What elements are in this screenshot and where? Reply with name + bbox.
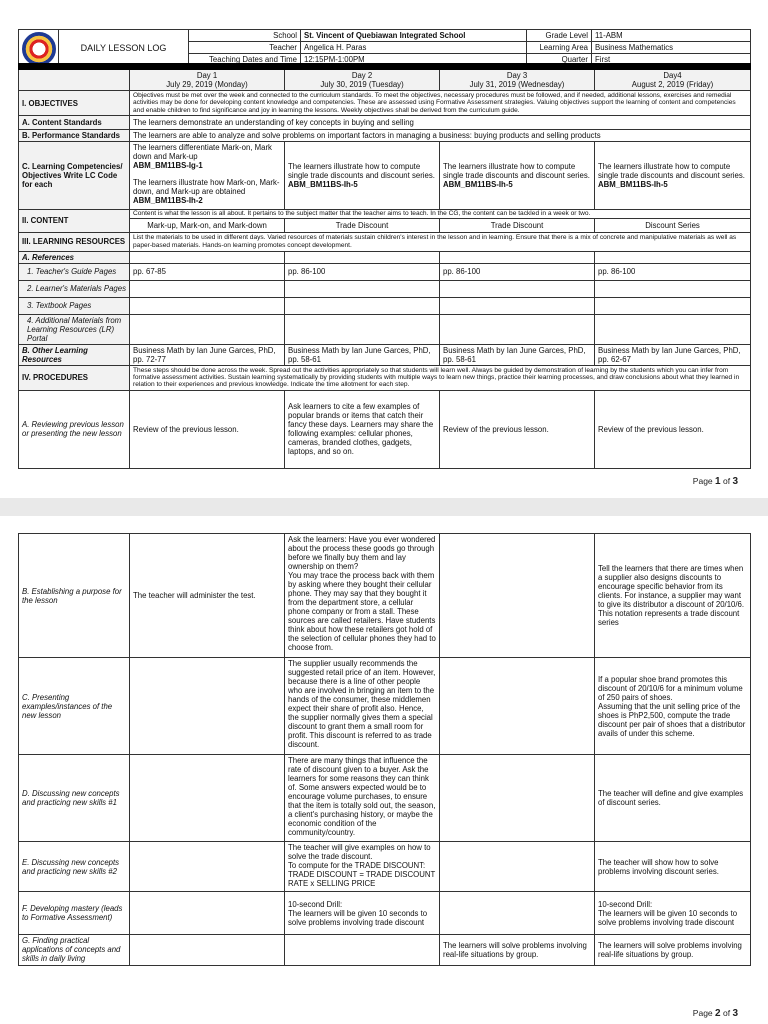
lr-portal-day-1 — [130, 314, 285, 344]
learners-materials-label: 2. Learner's Materials Pages — [19, 280, 130, 297]
review-day-4: Review of the previous lesson. — [595, 390, 751, 468]
textbook-pages-day-1 — [130, 297, 285, 314]
dates-value: 12:15PM-1:00PM — [301, 54, 527, 66]
day-1-header: Day 1 July 29, 2019 (Monday) — [130, 70, 285, 91]
content-standards-label: A. Content Standards — [19, 116, 130, 130]
page-2 — [0, 516, 768, 1024]
discuss-2-label: E. Discussing new concepts and practicing new skills #2 — [19, 842, 130, 892]
other-resources-day-4: Business Math by Ian June Garces, PhD, pp. 62-67 — [595, 344, 751, 365]
references-day-3 — [440, 251, 595, 263]
page-footer-1: Page 1 of 3 — [692, 476, 738, 487]
day-header-blank — [19, 70, 130, 91]
logo-cell — [19, 30, 59, 68]
mastery-day-3 — [440, 892, 595, 935]
references-day-1 — [130, 251, 285, 263]
teachers-guide-day-3: pp. 86-100 — [440, 263, 595, 280]
objectives-label: I. OBJECTIVES — [19, 91, 130, 116]
practical-day-4: The learners will solve problems involving real-life situations by group. — [595, 935, 751, 966]
discuss-1-label: D. Discussing new concepts and practicing new skills #1 — [19, 755, 130, 842]
mastery-day-4: 10-second Drill: The learners will be given 10 seconds to solve problems involving trade discount — [595, 892, 751, 935]
purpose-day-2: Ask the learners: Have you ever wondered about the process these goods go through before we finally buy them and lay ownership on them? You may trace the process back with them by asking where they bought their cellular phone. They may say that they bought it from the department store, a cellular phone company or from a stall. These sources are called retailers. Have students think about how these retailers got hold of the selection of cellular phones they had to choose from. — [285, 534, 440, 658]
doc-title: DAILY LESSON LOG — [59, 30, 189, 68]
page-footer-2: Page 2 of 3 — [692, 1008, 738, 1019]
lr-portal-day-2 — [285, 314, 440, 344]
examples-day-4: If a popular shoe brand promotes this discount of 20/10/6 for a minimum volume of 250 pairs of shoes. Assuming that the unit selling price of the shoes is PhP2,500, compute the trade discount per pair of shoes that a distributor avails of under this scheme. — [595, 658, 751, 755]
mastery-day-1 — [130, 892, 285, 935]
objectives-note: Objectives must be met over the week and connected to the curriculum standards. To meet the objectives, necessary procedures must be followed, and if needed, additional lessons, exercises and remedial activities may be done for developing content knowledge and competencies. These are assessed using Formative Assessment strategies. Valuing objectives support the learning of content and competencies and enable children to find significance and joy in learning the lessons. Weekly objectives shall be derived from the curriculum guide. — [130, 91, 751, 116]
purpose-day-1: The teacher will administer the test. — [130, 534, 285, 658]
discuss-1-day-4: The teacher will define and give examples of discount series. — [595, 755, 751, 842]
learners-materials-day-3 — [440, 280, 595, 297]
grade-value: 11-ABM — [592, 30, 751, 42]
practical-day-1 — [130, 935, 285, 966]
discuss-1-day-3 — [440, 755, 595, 842]
resources-label: III. LEARNING RESOURCES — [19, 232, 130, 251]
examples-day-2: The supplier usually recommends the suggested retail price of an item. However, because there is a line of other people who are involved in bringing an item to the hands of the consumer, these middlemen expect their share of profit also. Hence, the supplier normally gives them a special discount to grant them a small room for profit. This discount is referred to as trade discount. — [285, 658, 440, 755]
other-resources-label: B. Other Learning Resources — [19, 344, 130, 365]
other-resources-day-1: Business Math by Ian June Garces, PhD, pp. 72-77 — [130, 344, 285, 365]
lesson-table-p2 — [18, 533, 751, 966]
lr-portal-day-3 — [440, 314, 595, 344]
content-standards-text: The learners demonstrate an understanding of key concepts in buying and selling — [130, 116, 751, 130]
content-label: II. CONTENT — [19, 210, 130, 232]
area-label: Learning Area — [527, 42, 592, 54]
teachers-guide-day-2: pp. 86-100 — [285, 263, 440, 280]
references-day-4 — [595, 251, 751, 263]
discuss-2-day-2: The teacher will give examples on how to solve the trade discount. To compute for the TRADE DISCOUNT: TRADE DISCOUNT = TRADE DISCOUNT RATE x SELLING PRICE — [285, 842, 440, 892]
performance-standards-label: B. Performance Standards — [19, 130, 130, 142]
content-day-2: Trade Discount — [285, 218, 440, 232]
day-3-header: Day 3 July 31, 2019 (Wednesday) — [440, 70, 595, 91]
mastery-day-2: 10-second Drill: The learners will be given 10 seconds to solve problems involving trade discount — [285, 892, 440, 935]
references-day-2 — [285, 251, 440, 263]
grade-label: Grade Level — [527, 30, 592, 42]
discuss-2-day-1 — [130, 842, 285, 892]
purpose-day-4: Tell the learners that there are times when a supplier also designs discounts to encourage specific behavior from its clients. For instance, a supplier may want to give its distributor a discount of 20/10/6. This notation represents a trade discount series — [595, 534, 751, 658]
lesson-table-p1 — [18, 63, 751, 469]
discuss-2-day-4: The teacher will show how to solve problems involving discount series. — [595, 842, 751, 892]
examples-day-3 — [440, 658, 595, 755]
deped-seal-icon — [22, 32, 56, 66]
teachers-guide-day-1: pp. 67-85 — [130, 263, 285, 280]
review-day-3: Review of the previous lesson. — [440, 390, 595, 468]
school-value: St. Vincent of Quebiawan Integrated School — [301, 30, 527, 42]
practical-label: G. Finding practical applications of concepts and skills in daily living — [19, 935, 130, 966]
competencies-label: C. Learning Competencies/ Objectives Write LC Code for each — [19, 142, 130, 210]
competencies-day-4: The learners illustrate how to compute single trade discounts and discount series. ABM_BM11BS-Ih-5 — [595, 142, 751, 210]
lr-portal-day-4 — [595, 314, 751, 344]
mastery-label: F. Developing mastery (leads to Formative Assessment) — [19, 892, 130, 935]
textbook-pages-day-2 — [285, 297, 440, 314]
resources-note: List the materials to be used in different days. Varied resources of materials sustain children's interest in the lesson and in learning. Ensure that there is a mix of concrete and manipulative materials as well as paper-based materials. Hands-on learning promotes concept development. — [130, 232, 751, 251]
competencies-day-2: The learners illustrate how to compute single trade discounts and discount series. ABM_BM11BS-Ih-5 — [285, 142, 440, 210]
content-day-4: Discount Series — [595, 218, 751, 232]
practical-day-3: The learners will solve problems involving real-life situations by group. — [440, 935, 595, 966]
review-label: A. Reviewing previous lesson or presenting the new lesson — [19, 390, 130, 468]
other-resources-day-3: Business Math by Ian June Garces, PhD, pp. 58-61 — [440, 344, 595, 365]
content-day-3: Trade Discount — [440, 218, 595, 232]
textbook-pages-day-4 — [595, 297, 751, 314]
references-label: A. References — [19, 251, 130, 263]
content-note: Content is what the lesson is all about. It pertains to the subject matter that the teacher aims to teach. In the CG, the content can be tackled in a week or two. — [130, 210, 751, 218]
procedures-note: These steps should be done across the week. Spread out the activities appropriately so that students will learn well. Always be guided by demonstration of learning by the students which you can infer from formative assessment activities. Sustain learning systematically by providing students with multiple ways to learn new things, practice their learning processes, and draw conclusions about what they learned in relation to their experiences and previous knowledge. Indicate the time allotment for each step. — [130, 365, 751, 390]
page-1 — [0, 0, 768, 498]
learners-materials-day-4 — [595, 280, 751, 297]
teachers-guide-label: 1. Teacher's Guide Pages — [19, 263, 130, 280]
learners-materials-day-2 — [285, 280, 440, 297]
area-value: Business Mathematics — [592, 42, 751, 54]
discuss-2-day-3 — [440, 842, 595, 892]
quarter-label: Quarter — [527, 54, 592, 66]
examples-day-1 — [130, 658, 285, 755]
review-day-1: Review of the previous lesson. — [130, 390, 285, 468]
lr-portal-label: 4. Additional Materials from Learning Resources (LR) Portal — [19, 314, 130, 344]
teacher-label: Teacher — [189, 42, 301, 54]
learners-materials-day-1 — [130, 280, 285, 297]
school-label: School — [189, 30, 301, 42]
competencies-day-1: The learners differentiate Mark-on, Mark down and Mark-up ABM_BM11BS-Ig-1 The learners illustrate how Mark-on, Mark-down, and Mark-up are obtained ABM_BM11BS-Ih-2 — [130, 142, 285, 210]
quarter-value: First — [592, 54, 751, 66]
textbook-pages-day-3 — [440, 297, 595, 314]
teacher-value: Angelica H. Paras — [301, 42, 527, 54]
day-4-header: Day4 August 2, 2019 (Friday) — [595, 70, 751, 91]
discuss-1-day-2: There are many things that influence the rate of discount given to a buyer. Ask the learners for some reasons they can think of. Some answers expected would be to encourage volume purchases, to ensure that the item is totally sold out, the season, a client's purchasing history, or maybe the economic condition of the community/country. — [285, 755, 440, 842]
performance-standards-text: The learners are able to analyze and solve problems on important factors in managing a business: buying products and selling products — [130, 130, 751, 142]
dates-label: Teaching Dates and Time — [189, 54, 301, 66]
other-resources-day-2: Business Math by Ian June Garces, PhD, pp. 58-61 — [285, 344, 440, 365]
purpose-day-3 — [440, 534, 595, 658]
procedures-label: IV. PROCEDURES — [19, 365, 130, 390]
discuss-1-day-1 — [130, 755, 285, 842]
day-2-header: Day 2 July 30, 2019 (Tuesday) — [285, 70, 440, 91]
review-day-2: Ask learners to cite a few examples of popular brands or items that catch their fancy these days. Learners may share the following examples: cellular phones, cameras, branded clothes, gadgets, laptops, and so on. — [285, 390, 440, 468]
practical-day-2 — [285, 935, 440, 966]
content-day-1: Mark-up, Mark-on, and Mark-down — [130, 218, 285, 232]
purpose-label: B. Establishing a purpose for the lesson — [19, 534, 130, 658]
teachers-guide-day-4: pp. 86-100 — [595, 263, 751, 280]
textbook-pages-label: 3. Textbook Pages — [19, 297, 130, 314]
examples-label: C. Presenting examples/instances of the new lesson — [19, 658, 130, 755]
competencies-day-3: The learners illustrate how to compute single trade discounts and discount series. ABM_BM11BS-Ih-5 — [440, 142, 595, 210]
